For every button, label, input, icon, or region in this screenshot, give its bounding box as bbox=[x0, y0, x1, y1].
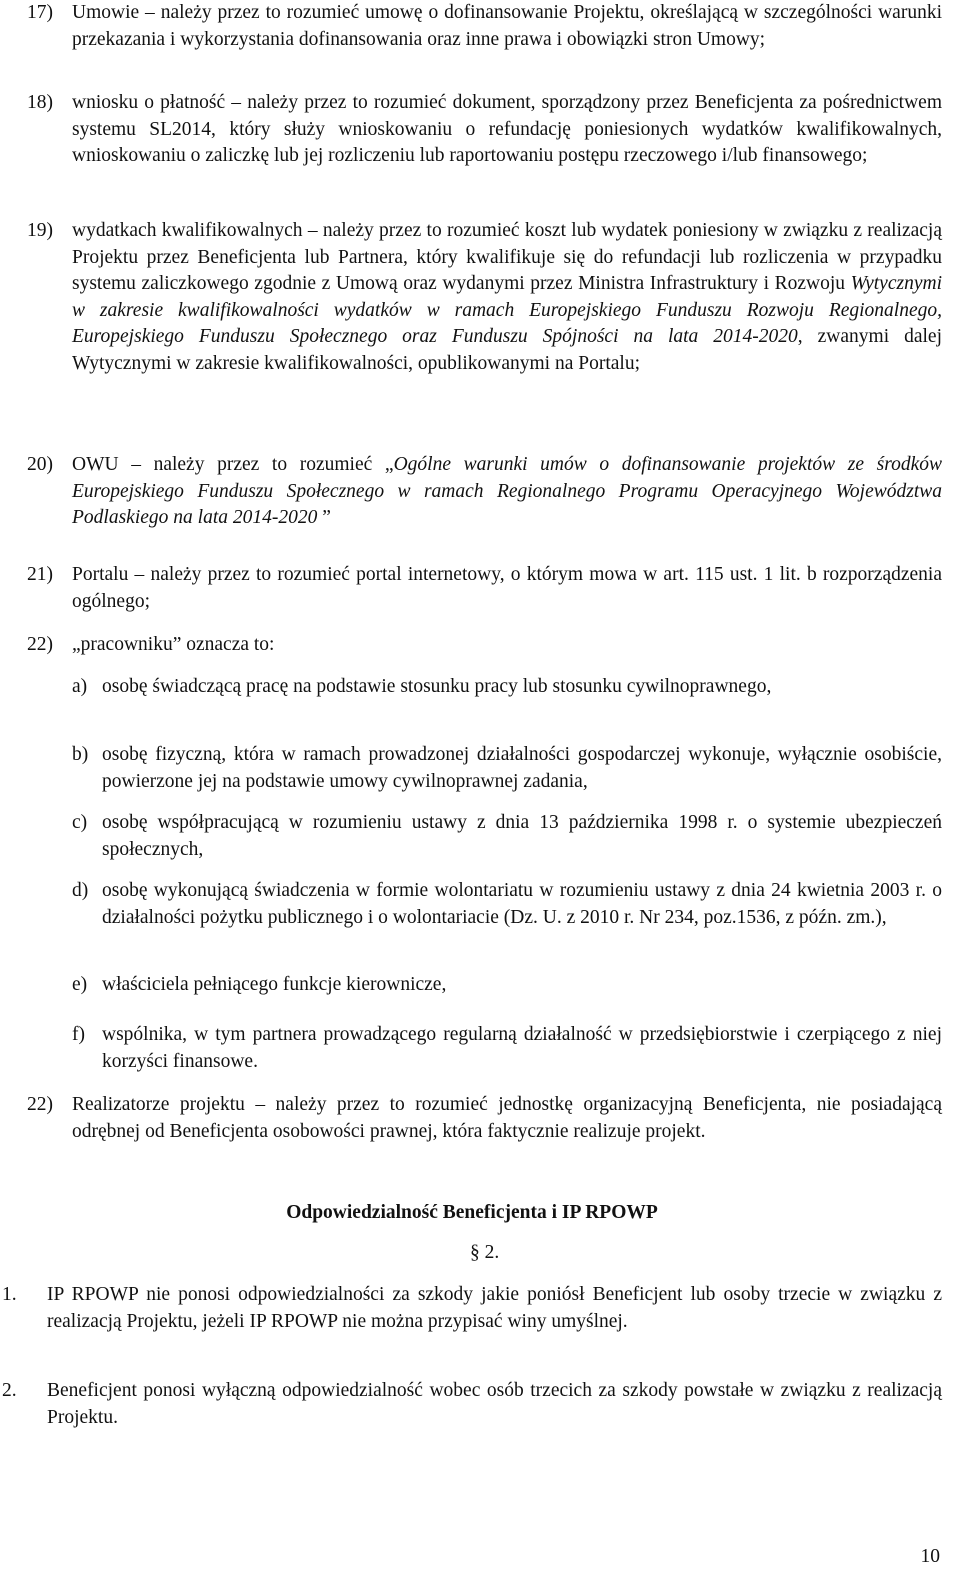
definition-number: 20) bbox=[27, 454, 53, 475]
item-text: wspólnika, w tym partnera prowadzącego regularną działalność w przedsiębiorstwie i czerpiącego z niej korzyści finansowe. bbox=[102, 1024, 942, 1072]
worker-item-b bbox=[72, 742, 942, 795]
definition-text: OWU – należy przez to rozumieć „Ogólne warunki umów o dofinansowanie projektów ze środków Europejskiego Funduszu Społecznego w ramach Regionalnego Programu Operacyjnego Województwa Podlaskiego na lata 2014-2020 ” bbox=[72, 454, 943, 528]
item-letter: c) bbox=[72, 812, 88, 833]
definition-number: 17) bbox=[27, 2, 53, 23]
definition-text: Umowie – należy przez to rozumieć umowę o dofinansowanie Projektu, określającą w szczególności warunki przekazania i wykorzystania dofinansowania oraz inne prawa i obowiązki stron Umowy; bbox=[72, 2, 942, 50]
item-text: osobę świadczącą pracę na podstawie stosunku pracy lub stosunku cywilnoprawnego, bbox=[102, 676, 772, 697]
page-number: 10 bbox=[920, 1546, 940, 1567]
definition-22-realizator bbox=[27, 1092, 942, 1145]
definition-text: wydatkach kwalifikowalnych – należy przez to rozumieć koszt lub wydatek poniesiony w związku z realizacją Projektu przez Beneficjenta lub Partnera, który kwalifikuje się do refundacji lub rozliczenia w przypadku systemu zaliczkowego zgodnie z Umową oraz wydanymi przez Ministra Infrastruktury i Rozwoju Wytycznymi w zakresie kwalifikowalności wydatków w ramach Europejskiego Funduszu Rozwoju Regionalnego, Europejskiego Funduszu Społecznego oraz Funduszu Spójności na lata 2014-2020, zwanymi dalej Wytycznymi w zakresie kwalifikowalności, opublikowanymi na Portalu; bbox=[72, 220, 942, 374]
paragraph-marker: § 2. bbox=[470, 1242, 500, 1263]
worker-item-f bbox=[72, 1022, 942, 1075]
article-text: Beneficjent ponosi wyłączną odpowiedzialność wobec osób trzecich za szkody powstałe w związku z realizacją Projektu. bbox=[47, 1380, 942, 1428]
item-text: osobę fizyczną, która w ramach prowadzonej działalności gospodarczej wykonuje, wyłącznie osobiście, powierzone jej na podstawie umowy cywilnoprawnej zadania, bbox=[102, 744, 942, 792]
definition-text: „pracowniku” oznacza to: bbox=[72, 634, 275, 655]
worker-item-d bbox=[72, 878, 942, 931]
item-text: osobę wykonującą świadczenia w formie wolontariatu w rozumieniu ustawy z dnia 24 kwietnia 2003 r. o działalności pożytku publicznego i o wolontariacie (Dz. U. z 2010 r. Nr 234, poz.1536, z późn. zm.), bbox=[102, 880, 942, 928]
article-2 bbox=[2, 1378, 942, 1431]
worker-item-e bbox=[72, 972, 942, 999]
definition-19 bbox=[27, 218, 942, 377]
definition-21 bbox=[27, 562, 942, 615]
definition-text: wniosku o płatność – należy przez to rozumieć dokument, sporządzony przez Beneficjenta za pośrednictwem systemu SL2014, który służy wnioskowaniu o refundację poniesionych wydatków kwalifikowalnych, wnioskowaniu o zaliczkę lub jej rozliczeniu lub raportowaniu postępu rzeczowego i/lub finansowego; bbox=[72, 92, 942, 166]
article-number: 2. bbox=[2, 1380, 17, 1401]
definition-number: 22) bbox=[27, 1094, 53, 1115]
article-text: IP RPOWP nie ponosi odpowiedzialności za szkody jakie poniósł Beneficjent lub osoby trzecie w związku z realizacją Projektu, jeżeli IP RPOWP nie można przypisać winy umyślnej. bbox=[47, 1284, 942, 1332]
item-text: osobę współpracującą w rozumieniu ustawy z dnia 13 października 1998 r. o systemie ubezpieczeń społecznych, bbox=[102, 812, 942, 860]
worker-item-c bbox=[72, 810, 942, 863]
article-number: 1. bbox=[2, 1284, 17, 1305]
item-letter: e) bbox=[72, 974, 88, 995]
item-text: właściciela pełniącego funkcje kierownicze, bbox=[102, 974, 447, 995]
item-letter: f) bbox=[72, 1024, 85, 1045]
article-1 bbox=[2, 1282, 942, 1335]
definition-22-pracownik bbox=[27, 632, 942, 659]
definition-17 bbox=[27, 0, 942, 53]
item-letter: d) bbox=[72, 880, 89, 901]
definition-text: Portalu – należy przez to rozumieć portal internetowy, o którym mowa w art. 115 ust. 1 lit. b rozporządzenia ogólnego; bbox=[72, 564, 942, 612]
definition-number: 22) bbox=[27, 634, 53, 655]
definition-20 bbox=[27, 452, 942, 532]
definition-number: 19) bbox=[27, 220, 53, 241]
definition-number: 18) bbox=[27, 92, 53, 113]
item-letter: b) bbox=[72, 744, 89, 765]
worker-item-a bbox=[72, 674, 942, 701]
section-heading: Odpowiedzialność Beneficjenta i IP RPOWP bbox=[286, 1202, 658, 1223]
item-letter: a) bbox=[72, 676, 88, 697]
definition-number: 21) bbox=[27, 564, 53, 585]
definition-text: Realizatorze projektu – należy przez to rozumieć jednostkę organizacyjną Beneficjenta, nie posiadającą odrębnej od Beneficjenta osobowości prawnej, która faktycznie realizuje projekt. bbox=[72, 1094, 942, 1142]
definition-18 bbox=[27, 90, 942, 170]
